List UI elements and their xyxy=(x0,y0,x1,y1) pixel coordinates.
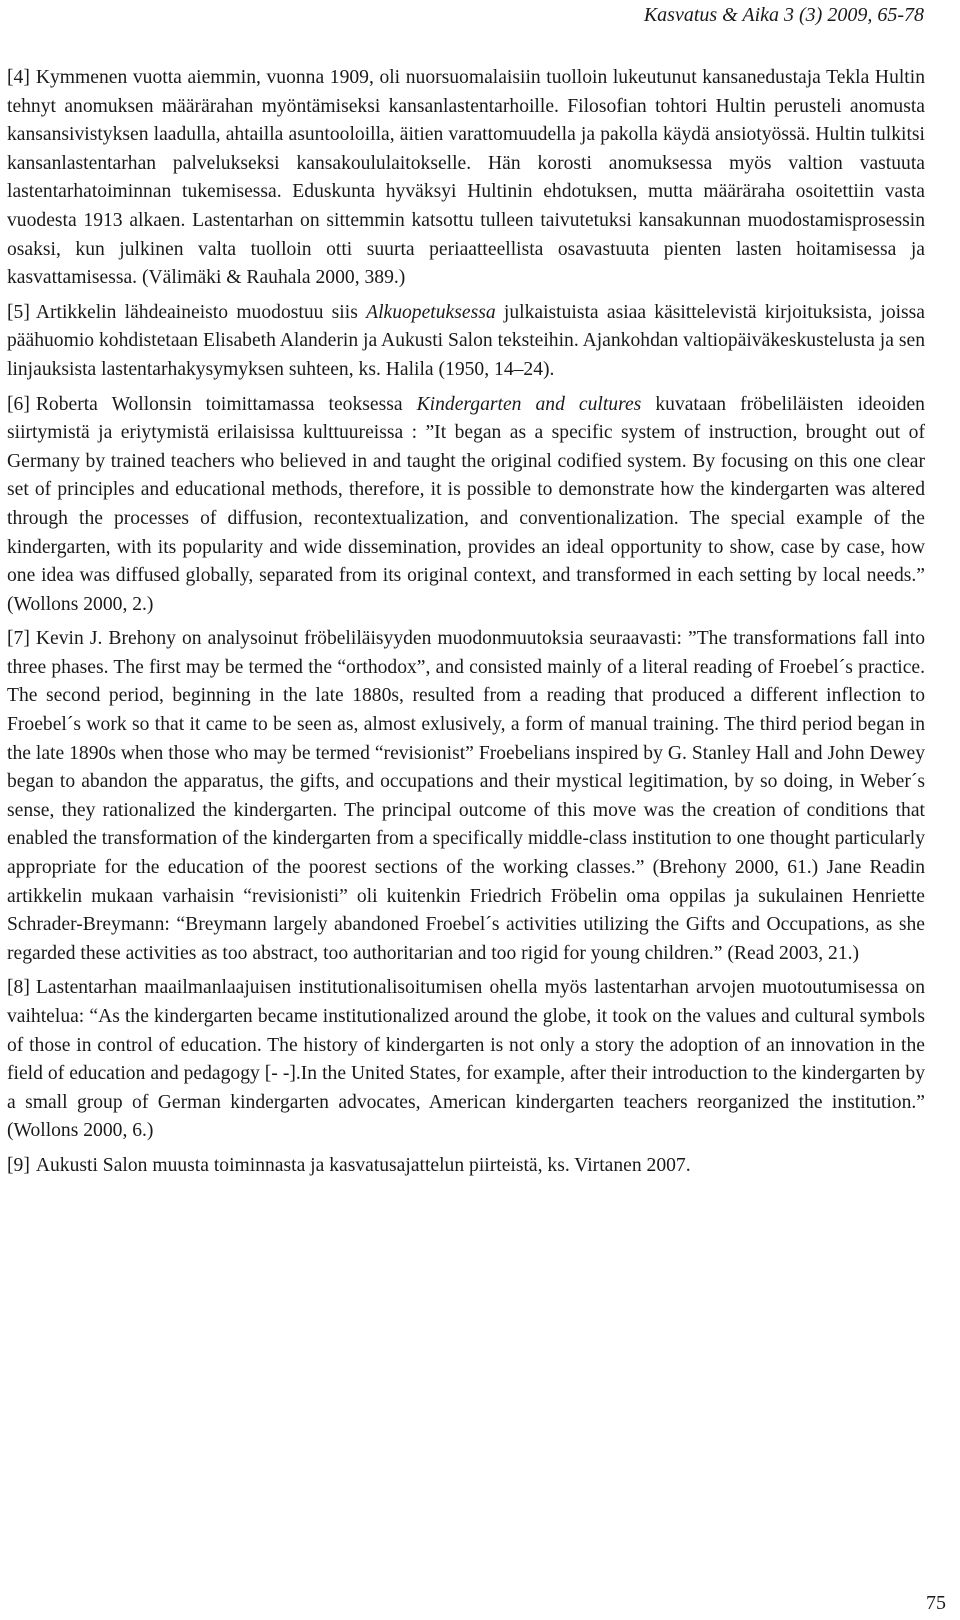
endnote-5 xyxy=(7,299,925,385)
endnote-9 xyxy=(7,1152,925,1181)
endnote-number: [9] xyxy=(7,1154,30,1176)
running-head: Kasvatus & Aika 3 (3) 2009, 65-78 xyxy=(643,4,924,26)
endnote-7 xyxy=(7,625,925,968)
endnote-italic-title: Alkuopetuksessa xyxy=(366,301,496,323)
page-number: 75 xyxy=(926,1592,946,1614)
endnote-text: Kevin J. Brehony on analysoinut fröbeliläisyyden muodonmuutoksia seuraavasti: ”The transformations fall into three phases. The first may be termed the “orthodox”, and consisted mainly of a literal reading of Froebel´s practice. The second period, beginning in the late 1880s, resulted from a reading that produced a different inflection to Froebel´s work so that it came to be seen as, almost exlusively, a form of manual training. The third period began in the late 1890s when those who may be termed “revisionist” Froebelians inspired by G. Stanley Hall and John Dewey began to abandon the apparatus, the gifts, and occupations and their mystical legitimation, by so doing, in Weber´s sense, they rationalized the kindergarten. The principal outcome of this move was the creation of conditions that enabled the transformation of the kindergarten from a specifically middle-class institution to one thought particularly appropriate for the education of the poorest sections of the working classes.” (Brehony 2000, 61.) Jane Readin artikkelin mukaan varhaisin “revisionisti” oli kuitenkin Friedrich Fröbelin oma oppilas ja sukulainen Henriette Schrader-Breymann: “Breymann largely abandoned Froebel´s activities utilizing the Gifts and Occupations, as she regarded these activities as too abstract, too authoritarian and too rigid for young children.” (Read 2003, 21.) xyxy=(7,628,925,964)
endnote-number: [7] xyxy=(7,628,30,650)
endnote-8 xyxy=(7,974,925,1146)
endnote-text: julkaistuista asiaa käsittelevistä kirjoituksista, joissa päähuomio kohdistetaan Elisabeth Alanderin ja Aukusti Salon teksteihin. Ajankohdan valtiopäiväkeskustelusta ja sen linjauksista lastentarhakysymyksen suhteen, ks. Halila (1950, 14–24). xyxy=(7,301,926,380)
endnotes xyxy=(7,64,925,1187)
endnote-6 xyxy=(7,391,925,620)
endnote-number: [8] xyxy=(7,977,30,999)
endnote-4 xyxy=(7,64,925,293)
endnote-number: [4] xyxy=(7,67,30,88)
endnote-text: kuvataan fröbeliläisten ideoiden siirtymistä ja eriytymistä erilaisissa kulttuureissa : ”It began as a specific system of instruction, brought out of Germany by trained teachers who believed in and taught the original codified system. By focusing on this one clear set of principles and educational methods, therefore, it is possible to demonstrate how the kindergarten was altered through the processes of diffusion, recontextualization, and conventionalization. The special example of the kindergarten, with its popularity and wide dissemination, provides an ideal opportunity to show, case by case, how one idea was diffused globally, separated from its original context, and transformed in each setting by local needs.” (Wollons 2000, 2.) xyxy=(7,393,925,615)
endnote-text: Roberta Wollonsin toimittamassa teoksessa xyxy=(35,393,417,415)
endnote-number: [6] xyxy=(7,393,30,415)
endnote-text: Kymmenen vuotta aiemmin, vuonna 1909, oli nuorsuomalaisiin tuolloin lukeutunut kansanedustaja Tekla Hultin tehnyt anomuksen määrärahan myöntämiseksi kansanlastentarhoille. Filosofian tohtori Hultin perusteli anomusta kansansivistyksen laadulla, ahtailla asuntooloilla, äitien varattomuudella ja pakolla käydä ansiotyössä. Hultin tulkitsi kansanlastentarhan palvelukseksi kansakoululaitokselle. Hän korosti anomuksessa myös valtion vastuuta lastentarhatoiminnan tukemisessa. Eduskunta hyväksyi Hultinin ehdotuksen, mutta määräraha osoitettiin vasta vuodesta 1913 alkaen. Lastentarhan on sittemmin katsottu tulleen taivutetuksi kansakunnan muodostamisprosessin osaksi, kun julkinen valta tuolloin otti suurta periaatteellista osavastuuta pienten lasten hoitamisessa ja kasvattamisessa. (Välimäki & Rauhala 2000, 389.) xyxy=(7,67,925,289)
endnote-text: Aukusti Salon muusta toiminnasta ja kasvatusajattelun piirteistä, ks. Virtanen 2007. xyxy=(35,1154,691,1176)
endnote-text: Artikkelin lähdeaineisto muodostuu siis xyxy=(35,301,367,323)
endnote-italic-title: Kindergarten and cultures xyxy=(416,393,642,415)
endnote-text: Lastentarhan maailmanlaajuisen institutionalisoitumisen ohella myös lastentarhan arvojen muotoutumisessa on vaihtelua: “As the kindergarten became institutionalized around the globe, it took on the values and cultural symbols of those in control of education. The history of kindergarten is not only a story the adoption of an innovation in the field of education and pedagogy [- -].In the United States, for example, after their introduction to the kindergarten by a small group of German kindergarten advocates, American kindergarten teachers reorganized the institution.” (Wollons 2000, 6.) xyxy=(7,977,925,1142)
endnote-number: [5] xyxy=(7,301,30,323)
